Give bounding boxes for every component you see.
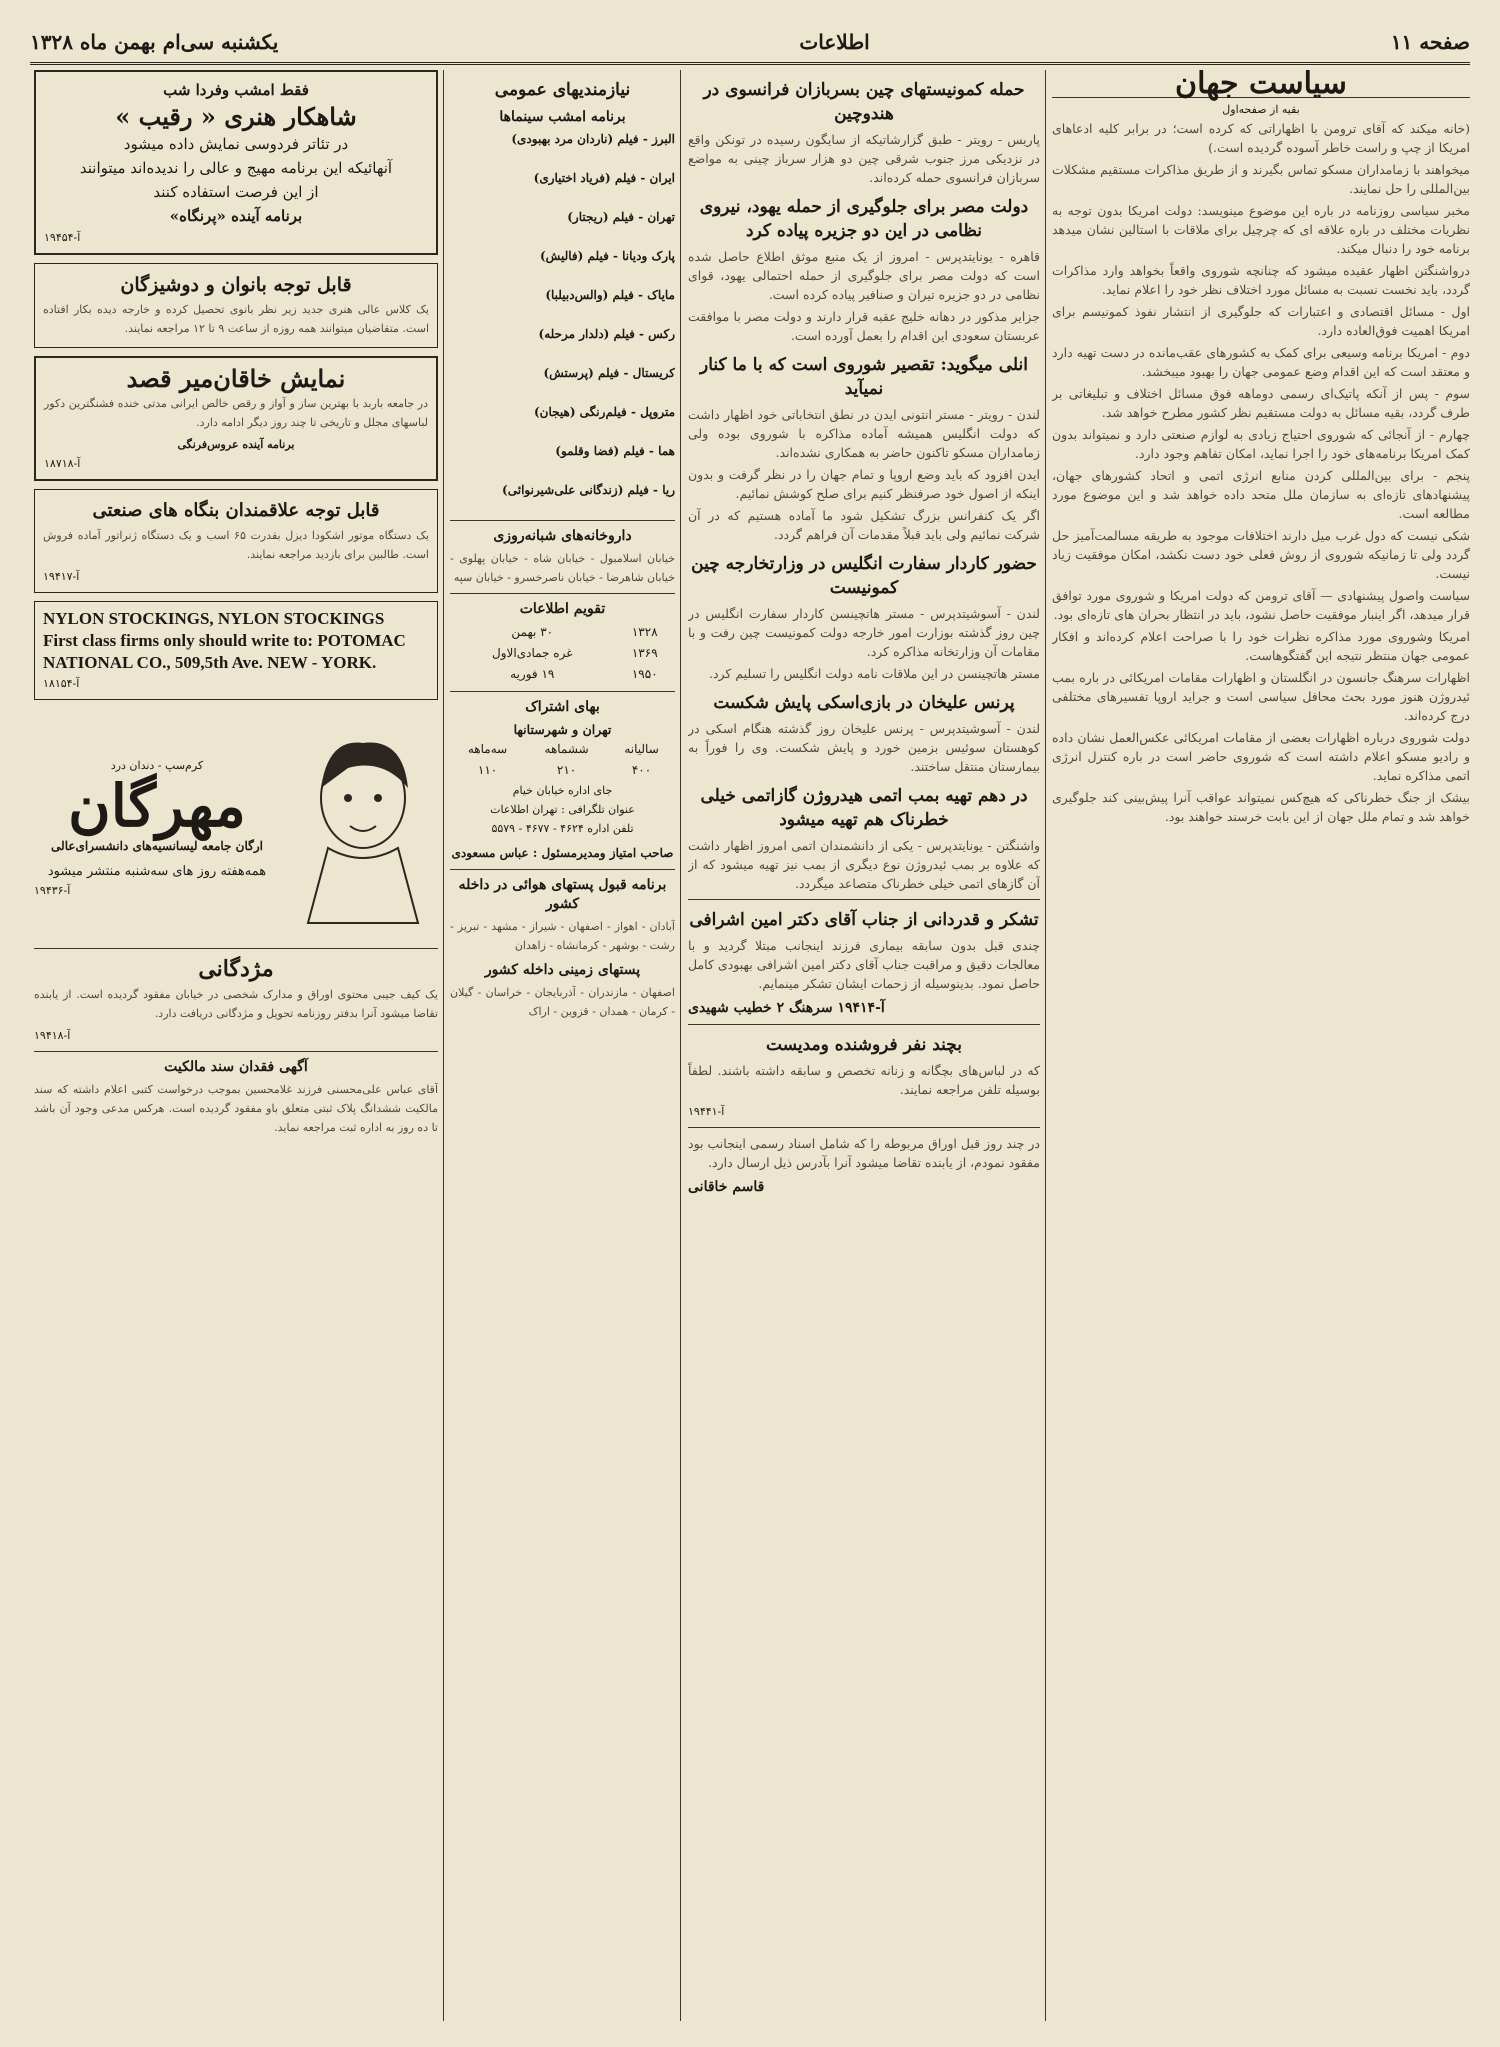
column-public-needs: نیازمندیهای عمومی برنامه امشب سینماها البرز - فیلم (ناردان مرد بهبودی) ایران - فیلم (فریاد اختیاری) تهران - فیلم (ریجتار) پارک ودیانا - فیلم (فالیش) مایاک - فیلم (والس‌دبیلبا) رکس - فیلم (دلدار مرحله) کریستال - فیلم (پرستش) متروپل - فیلم‌رنگی (هیجان) هما - فیلم (فضا وقلمو) ریا - فیلم (زندگانی علی‌شیرنوائی) داروخانه‌های شبانه‌روزی خیابان اسلامبول - خیابان شاه - خیابان پهلوی - خیابان شاهرضا - خیابان ناصرخسرو - خیابان سپه تقویم اطلاعات ۱۳۲۸ ۳۰ بهمن ۱۳۶۹ غره جمادی‌الاول ۱۹۵۰ ۱۹ فوریه بهای اشتراک تهران و شهرستانها ساليانه ششماهه سه‌ماهه ۴۰۰ ۲۱۰ ۱۱۰ جای اداره خیابان خیام عنوان تلگرافی : تهران اطلاعات تلفن اداره ۴۶۲۴ - ۴۶۷۷ - ۵۵۷۹ صاحب امتیاز ومدیرمسئول : عباس مسعودی برنامه قبول پستهای هوائی در داخله کشور آبادان - اهواز - اصفهان - شیراز - مشهد - تبریز - رشت - بوشهر - کرمانشاه - زاهدان پستهای زمینی داخله کشور اصفهان - مازندران - آذربایجان - خراسان - گیلان - کرمان - همدان - قزوین - اراک [450, 80, 675, 1018]
seller-ad-code: آ-۱۹۴۴۱ [688, 1105, 725, 1118]
owner-line: صاحب امتیاز ومدیرمسئول : عباس مسعودی [451, 846, 674, 860]
cinema-item: کریستال - فیلم (پرستش) [543, 366, 675, 380]
column-rule [680, 70, 681, 2021]
pharmacy-title: داروخانه‌های شبانه‌روزی [493, 528, 632, 544]
lost-deed-title: آگهی فقدان سند مالکیت [164, 1059, 308, 1075]
masthead: اطلاعات [799, 30, 870, 54]
calendar-table [450, 622, 675, 685]
subscription-sub: تهران و شهرستانها [513, 722, 612, 737]
phone-line: تلفن اداره ۴۶۲۴ - ۴۶۷۷ - ۵۵۷۹ [491, 822, 634, 835]
woman-portrait-icon [288, 728, 438, 928]
reward-title: مژدگانی [198, 956, 274, 982]
column-news: حمله کمونیستهای چین بسربازان فرانسوی در هندوچین پاریس - رویتر - طبق گزارشاتیکه از سایگون رسیده در تونکن واقع در نزدیکی مرز جنوب شرقی چین دو هزار سرباز چینی به مواضع سربازان فرانسوی حمله کرده‌اند. دولت مصر برای جلوگیری از حمله یهود، نیروی نظامی در این دو جزیره پیاده کرد قاهره - یونایتدپرس - امروز از یک منبع موثق اطلاع حاصل شده است که دولت مصر برای جلوگیری از حمله احتمالی یهود، قوای نظامی در دو جزیره تیران و صنافیر پیاده کرده است. جزایر مذکور در دهانه خلیج عقبه قرار دارند و دولت مصر با موافقت عربستان سعودی این اقدام را بعمل آورده است. انلی میگوید: تقصیر شوروی است که با ما کنار نمیآید لندن - رویتر - مستر انتونی ایدن در نطق انتخاباتی خود اظهار داشت که دولت انگلیس همیشه آماده مذاکره با شوروی بوده ولی زمامداران مسکو تاکنون حاضر به همکاری نشده‌اند. ایدن افزود که باید وضع اروپا و تمام جهان را در نظر گرفت و بدون اینکه از اصول خود صرفنظر کنیم برای صلح کوشش نمائیم. اگر یک کنفرانس بزرگ تشکیل شود ما آماده هستیم که در آن شرکت نمائیم ولی باید قبلاً مقدمات آن فراهم گردد. حضور کاردار سفارت انگلیس در وزارتخارجه چین کمونیست لندن - آسوشیتدپرس - مستر هاتچینسن کاردار سفارت انگلیس در چین روز گذشته بوزارت امور خارجه دولت کمونیست چین رفت و با مقامات آن وزارتخانه مذاکره کرد. مستر هاتچینسن در این ملاقات نامه دولت انگلیس را تسلیم کرد. پرنس علیخان در بازی‌اسکی پایش شکست لندن - آسوشیتدپرس - پرنس علیخان روز گذشته هنگام اسکی در کوهستان سوئیس بزمین خورد و پایش شکست. وی را فوراً به بیمارستان منتقل ساختند. در دهم تهیه بمب اتمی هیدروژن گازاتمی خیلی خطرناک هم تهیه میشود واشنگتن - یونایتدپرس - یکی از دانشمندان اتمی امروز اظهار داشت که علاوه بر بمب ئیدروژن نوع دیگری از بمب نیز تهیه میشود که از آن گازهای اتمی خیلی خطرناک متصاعد میگردد. تشکر و قدردانی از جناب آقای دکتر امین اشرافی چندی قبل بدون سابقه بیماری فرزند اینجانب مبتلا گردید و با معالجات دقیق و مراقبت جناب آقای دکتر امین اشرافی بهبودی کامل حاصل نمود. بدینوسیله از زحمات ایشان تشکر مینمایم. آ-۱۹۴۱۴ سرهنگ ۲ خطیب شهیدی بچند نفر فروشنده ومدیست که در لباس‌های بچگانه و زنانه تخصص و سابقه داشته باشند. لطفاً بوسیله تلفن مراجعه نمایند. آ-۱۹۴۴۱ در چند روز قبل اوراق مربوطه را که شامل اسناد رسمی اینجانب بود مفقود نمودم، از یابنده تقاضا میشود آنرا بآدرس ذیل ارسال دارد. قاسم خاقانی [688, 80, 1040, 1195]
notice-signature: قاسم خاقانی [688, 1179, 765, 1195]
cinema-item: البرز - فیلم (ناردان مرد بهبودی) [511, 132, 675, 146]
cinema-item: مایاک - فیلم (والس‌دبیلبا) [545, 288, 675, 302]
ad-theater: فقط امشب وفردا شب شاهکار هنری « رقیب » در تئاتر فردوسی نمایش داده میشود آنهائیکه این برنامه مهیج و عالی را ندیده‌اند میتوانند از این فرصت استفاده کنند برنامه آینده «پرنگاه» آ-۱۹۴۵۴ [34, 70, 438, 255]
thanks-signature: آ-۱۹۴۱۴ سرهنگ ۲ خطیب شهیدی [688, 1000, 885, 1016]
issue-date: یکشنبه سی‌ام بهمن ماه ۱۳۲۸ [30, 30, 279, 54]
thanks-title: تشکر و قدردانی از جناب آقای دکتر امین اشرافی [689, 910, 1039, 930]
calendar-title: تقویم اطلاعات [519, 601, 606, 617]
address-line: جای اداره خیابان خیام [512, 784, 613, 797]
calendar-row: ۱۳۲۸ ۳۰ بهمن [511, 625, 658, 639]
telegraph-line: عنوان تلگرافی : تهران اطلاعات [490, 803, 635, 816]
page-number: صفحه ۱۱ [1390, 30, 1470, 54]
calendar-row: ۱۹۵۰ ۱۹ فوریه [510, 667, 658, 681]
subscription-title: بهای اشتراک [525, 699, 600, 715]
cinema-item: هما - فیلم (فضا وقلمو) [555, 444, 675, 458]
cinema-item: ایران - فیلم (فریاد اختیاری) [533, 171, 675, 185]
land-mail-title: پستهای زمینی داخله کشور [484, 962, 641, 978]
air-mail-title: برنامه قبول پستهای هوائی در داخله کشور [458, 877, 667, 912]
headline-eden: انلی میگوید: تقصیر شوروی است که با ما کنار نمیآید [700, 355, 1028, 399]
calendar-row: ۱۳۶۹ غره جمادی‌الاول [492, 646, 658, 660]
cinema-item: تهران - فیلم (ریجتار) [567, 210, 675, 224]
headline-hydrogen: در دهم تهیه بمب اتمی هیدروژن گازاتمی خیلی خطرناک هم تهیه میشود [700, 786, 1028, 830]
cinema-item: رکس - فیلم (دلدار مرحله) [538, 327, 675, 341]
cinema-item: ریا - فیلم (زندگانی علی‌شیرنوائی) [502, 483, 675, 497]
seller-ad-title: بچند نفر فروشنده ومدیست [766, 1035, 962, 1055]
cinema-item: متروپل - فیلم‌رنگی (هیجان) [533, 405, 675, 419]
ad-mehregan: کرم‌سپ - دندان درد مهرگان ارگان جامعه لیسانسیه‌های دانشسرای‌عالی همه‌هفته روز های سه‌شنبه منتشر میشود آ-۱۹۴۳۶ [34, 708, 438, 949]
section-title: سیاست جهان [1052, 74, 1470, 98]
page-header [30, 22, 1470, 65]
continued-note: بقیه از صفحه‌اول [1222, 103, 1300, 116]
headline-british-charge: حضور کاردار سفارت انگلیس در وزارتخارجه چین کمونیست [691, 554, 1037, 598]
ad-khaghan-show: نمایش خاقان‌میر قصد در جامعه باربد با بهترین ساز و آواز و رقص خالص ایرانی مدتی خنده فشنگترین دکور لباسهای مجلل و تاریخی تا چند روز دیگر ادامه دارد. برنامه آینده عروس‌فرنگی آ-۱۸۷۱۸ [34, 356, 438, 481]
cinema-title: برنامه امشب سینماها [499, 109, 626, 125]
headline-china: حمله کمونیستهای چین بسربازان فرانسوی در هندوچین [703, 80, 1025, 124]
ad-industrial: قابل توجه علاقمندان بنگاه های صنعتی یک دستگاه موتور اشکودا دیزل بقدرت ۶۵ اسب و یک دستگاه ژنراتور آماده فروش است. طالبین برای بازدید مراجعه نمایند. آ-۱۹۴۱۷ [34, 489, 438, 593]
ad-nylon: NYLON STOCKINGS, NYLON STOCKINGS First class firms only should write to: POTOMAC NATIONAL CO., 509,5th Ave. NEW - YORK. آ-۱۸۱۵۴ [34, 601, 438, 700]
column-rule [1045, 70, 1046, 2021]
ad-women: قابل توجه بانوان و دوشیزگان یک کلاس عالی هنری جدید زیر نظر بانوی تحصیل کرده و خارجه دیده بکار افتاده است. متقاضیان میتوانند همه روزه از ساعت ۹ تا ۱۲ مراجعه نمایند. [34, 263, 438, 348]
cinema-item: پارک ودیانا - فیلم (فالیش) [540, 249, 675, 263]
subscription-table: ساليانه ششماهه سه‌ماهه ۴۰۰ ۲۱۰ ۱۱۰ [467, 742, 659, 777]
column-rule [443, 70, 444, 2021]
headline-egypt: دولت مصر برای جلوگیری از حمله یهود، نیروی نظامی در این دو جزیره پیاده کرد [699, 197, 1029, 241]
column-ads: فقط امشب وفردا شب شاهکار هنری « رقیب » در تئاتر فردوسی نمایش داده میشود آنهائیکه این برنامه مهیج و عالی را ندیده‌اند میتوانند از این فرصت استفاده کنند برنامه آینده «پرنگاه» آ-۱۹۴۵۴ قابل توجه بانوان و دوشیزگان یک کلاس عالی هنری جدید زیر نظر بانوی تحصیل کرده و خارجه دیده بکار افتاده است. متقاضیان میتوانند همه روزه از ساعت ۹ تا ۱۲ مراجعه نمایند. نمایش خاقان‌میر قصد در جامعه باربد با بهترین ساز و آواز و رقص خالص ایرانی مدتی خنده فشنگترین دکور لباسهای مجلل و تاریخی تا چند روز دیگر ادامه دارد. برنامه آینده عروس‌فرنگی آ-۱۸۷۱۸ قابل توجه علاقمندان بنگاه های صنعتی یک دستگاه موتور اشکودا دیزل بقدرت ۶۵ اسب و یک دستگاه ژنراتور آماده فروش است. طالبین برای بازدید مراجعه نمایند. آ-۱۹۴۱۷ NYLON STOCKINGS, NYLON STOCKINGS First class firms only should write to: POTOMAC NATIONAL CO., 509,5th Ave. NEW - YORK. آ-۱۸۱۵۴ کرم‌سپ - دندان درد مهرگان ارگان جامعه لیسانسیه‌های دانشسرای‌عالی همه‌هفته روز های سه‌شنبه منتشر میشود آ-۱۹۴۳۶ مژدگانی یک کیف جیبی محتوی اوراق و مدارک شخصی در خیابان مفقود گردیده است. از یابنده تقاضا میشود آنرا بدفتر روزنامه تحویل و مژدگانی دریافت دارد. آ-۱۹۴۱۸ آگهی فقدان سند مالکیت آقای عباس علی‌محسنی فرزند غلامحسین بموجب درخواست کتبی اعلام داشته که سند مالکیت ششدانگ پلاک ثبتی متعلق باو مفقود گردیده است. هرکس مدعی وجود آن باشد تا ده روز به اداره ثبت مراجعه نماید. [34, 70, 438, 2021]
public-needs-title: نیازمندیهای عمومی [494, 80, 631, 100]
headline-prince-ali: پرنس علیخان در بازی‌اسکی پایش شکست [713, 693, 1015, 713]
mehregan-logo: مهرگان [68, 772, 246, 840]
column-world-politics [1052, 70, 1470, 2021]
article-body: (خانه میکند که آقای ترومن با اظهاراتی که کرده است؛ در برابر کلیه ادعاهای امریکا از چپ و راست خاطر آسوده گردیده است.) میخواهند با زمامداران مسکو تماس بگیرند و از طریق مذاکرات مستقیم مشکلات بین‌المللی را حل نمایند. مخبر سیاسی روزنامه در باره این موضوع مینویسد: دولت امریکا بدون توجه به نظریات مختلف در باره علاقه ای که چرچیل برای ملاقات با استالین نشان میدهد برنامه خود را دنبال میکند. درواشنگتن اظهار عقیده میشود که چنانچه شوروی واقعاً بخواهد وارد مذاکرات گردد، باید نخست نسبت به مسائل مورد اختلاف نظر خود را اعلام نماید. اول - مسائل اقتصادی و اعتبارات که جلوگیری از انتشار نفوذ کمونیسم برای امریکا اهمیت فوق‌العاده دارد. دوم - امریکا برنامه وسیعی برای کمک به کشورهای عقب‌مانده در دست تهیه دارد و معتقد است که این اقدام وضع عمومی جهان را بهبود میبخشد. سوم - پس از آنکه پاتیک‌ای رسمی دوماهه فوق مسائل اختلاف و تبلیغاتی بر طرف گردد، بقیه مسائل به دولت مستقیم نظر کشور مطرح خواهد شد. چهارم - از آنجائی که شوروی احتیاج زیادی به لوازم صنعتی دارد و نمیتواند بدون کمک امریکا برنامه‌های خود را اجرا نماید، امکان تفاهم وجود دارد. پنجم - برای بین‌المللی کردن منابع انرژی اتمی و اتحاد کشورهای جهان، پیشنهاد‌های تازه‌ای به سازمان ملل متحد داده خواهد شد و این موضوع مورد مطالعه است. شکی نیست که دول غرب میل دارند اختلافات موجود به طریقه مسالمت‌آمیز حل گردد ولی تا زمانیکه شوروی از روش فعلی خود دست نکشد، امکان موفقیت زیاد نیست. سیاست واصول پیشنهادی — آقای ترومن که دولت امریکا و شوروی مورد توافق قرار میدهد، اگر اینبار موفقیت حاصل نشود، باید در انتظار بحران های تازه‌ای بود. امریکا وشوروی مورد مذاکره نظرات خود را با صراحت اعلام کرده‌اند و افکار عمومی جهان منتظر نتیجه این گفتگوهاست. اظهارات سرهنگ جانسون در انگلستان و اظهارات مقامات امریکائی در باره بمب ئیدروژن هنوز مورد بحث محافل سیاسی است و جراید اروپا تفسیرهای مختلفی درج کرده‌اند. دولت شوروی درباره اظهارات بعضی از مقامات امریکائی عکس‌العمل نشان داده و رادیو مسکو اعلام داشته است که شوروی حاضر است در باره کنترل انرژی اتمی مذاکره نماید. بیشک از جنگ خطرناکی که هیچ‌کس نمیتواند عواقب آنرا پیش‌بینی کند جلوگیری خواهد شد و تمام ملل جهان از این بابت خرسند خواهند بود. [1052, 121, 1470, 824]
cinema-list [450, 130, 675, 500]
